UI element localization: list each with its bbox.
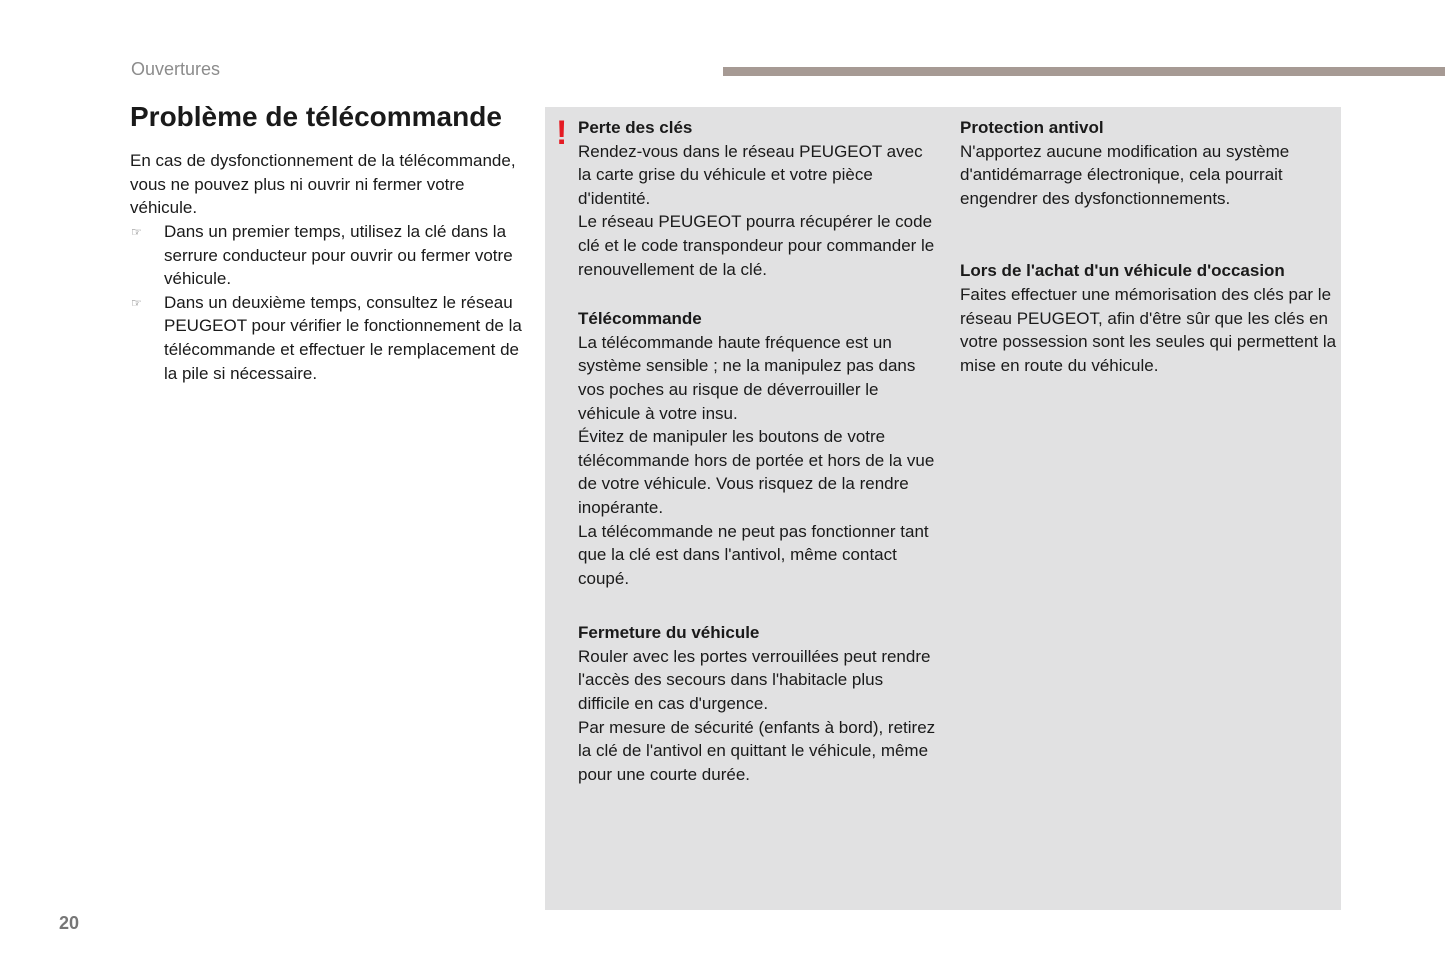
block-paragraph: Rouler avec les portes verrouillées peut rendre l'accès des secours dans l'habitacle plus difficile en cas d'urgence. <box>578 646 931 714</box>
block-paragraph: Rendez-vous dans le réseau PEUGEOT avec la carte grise du véhicule et votre pièce d'identité. <box>578 141 923 208</box>
list-item <box>130 220 525 291</box>
warning-mark-icon: ! <box>556 114 568 152</box>
bullet-text: Dans un premier temps, utilisez la clé dans la serrure conducteur pour ouvrir ou fermer votre véhicule. <box>164 222 513 289</box>
block-paragraph: N'apportez aucune modification au système d'antidémarrage électronique, cela pourrait engendrer des dysfonctionnements. <box>960 141 1290 208</box>
warning-block-lost-keys <box>578 116 938 281</box>
block-paragraph: Évitez de manipuler les boutons de votre télécommande hors de portée et hors de la vue de votre véhicule. Vous risquez de la rendre inopérante. <box>578 427 935 517</box>
section-label: Ouvertures <box>131 59 221 79</box>
block-paragraph: Par mesure de sécurité (enfants à bord), retirez la clé de l'antivol en quittant le véhicule, même pour une courte durée. <box>578 717 936 784</box>
warning-column-right <box>960 116 1340 377</box>
pointing-hand-icon: ☞ <box>131 295 142 310</box>
page-title: Problème de télécommande <box>130 101 502 132</box>
bullet-list <box>130 220 525 385</box>
warning-column-left <box>578 116 938 786</box>
pointing-hand-icon: ☞ <box>131 225 142 239</box>
list-item <box>130 291 525 385</box>
warning-block-antitheft <box>960 116 1340 210</box>
block-heading: Perte des clés <box>578 118 693 137</box>
block-paragraph: Le réseau PEUGEOT pourra récupérer le code clé et le code transpondeur pour commander le renouvellement de la clé. <box>578 212 935 279</box>
page-number: 20 <box>59 913 80 933</box>
block-paragraph: La télécommande haute fréquence est un système sensible ; ne la manipulez pas dans vos poches au risque de déverrouiller le véhicule à votre insu. <box>578 332 916 423</box>
block-heading: Lors de l'achat d'un véhicule d'occasion <box>960 261 1285 281</box>
block-paragraph: La télécommande ne peut pas fonctionner tant que la clé est dans l'antivol, même contact coupé. <box>578 521 929 588</box>
warning-block-used-vehicle <box>960 259 1340 377</box>
block-paragraph: Faites effectuer une mémorisation des clés par le réseau PEUGEOT, afin d'être sûr que les clés en votre possession sont les seules qui permettent la mise en route du véhicule. <box>960 284 1337 375</box>
intro-text: En cas de dysfonctionnement de la télécommande, vous ne pouvez plus ni ouvrir ni fermer votre véhicule. <box>130 151 516 218</box>
block-heading: Télécommande <box>578 309 702 329</box>
header-bar <box>723 67 1445 76</box>
warning-block-remote <box>578 307 938 590</box>
warning-block-locking <box>578 621 938 786</box>
block-heading: Protection antivol <box>960 118 1104 137</box>
block-heading: Fermeture du véhicule <box>578 623 760 643</box>
bullet-text: Dans un deuxième temps, consultez le réseau PEUGEOT pour vérifier le fonctionnement de la télécommande et effectuer le remplacement de la pile si nécessaire. <box>164 292 522 383</box>
